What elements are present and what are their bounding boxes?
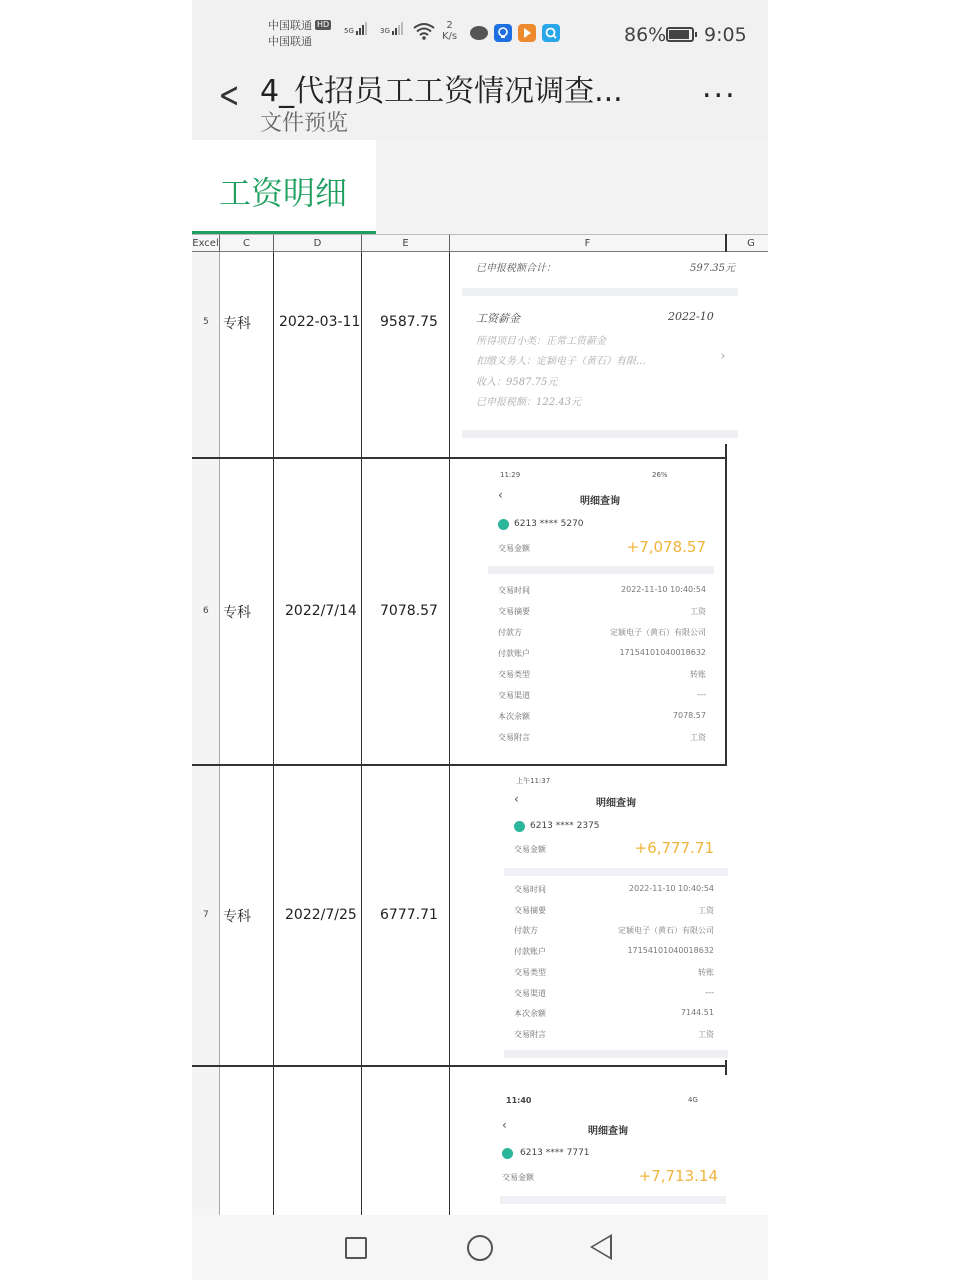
tax-subcategory: 所得项目小类：正常工资薪金	[476, 336, 606, 347]
amount-label: 交易金额	[514, 845, 546, 854]
field-label: 付款账户	[498, 649, 530, 658]
embedded-back-icon: ‹	[498, 488, 503, 502]
tax-withholder: 扣缴义务人：定颖电子（黄石）有限…	[476, 356, 646, 367]
field-value: 定颖电子（黄石）有限公司	[610, 628, 706, 637]
row-divider	[192, 764, 727, 766]
file-title: 4_代招员工工资情况调查...	[260, 74, 623, 109]
file-subtitle: 文件预览	[260, 111, 349, 136]
field-value: 工资	[690, 733, 706, 742]
status-bar	[192, 0, 768, 60]
embedded-status-time: 11:29	[500, 471, 521, 479]
video-app-icon	[518, 24, 536, 42]
carrier-1: 中国联通	[268, 19, 312, 32]
signal-2-label: 3G	[380, 27, 390, 35]
embedded-status-time: 11:40	[506, 1096, 532, 1105]
column-f-border	[725, 457, 727, 765]
net-speed-value: 2	[446, 20, 453, 31]
row-number-column	[192, 252, 220, 1222]
field-value: 2022-11-10 10:40:54	[621, 585, 706, 594]
cell-amount[interactable]: 6777.71	[380, 907, 438, 923]
system-nav-bar	[192, 1215, 768, 1280]
embedded-status-network: 4G	[688, 1096, 698, 1104]
field-label: 交易类型	[498, 670, 530, 679]
field-value: 工资	[698, 906, 714, 915]
tab-salary-detail[interactable]	[192, 140, 376, 234]
tab-label: 工资明细	[219, 174, 348, 212]
cell-education[interactable]: 专科	[223, 316, 251, 332]
tax-declared: 已申报税额：122.43元	[476, 397, 581, 408]
field-value: 1715410104001863​2	[619, 648, 706, 657]
card-icon	[498, 519, 509, 530]
tax-total-value: 597.35元	[690, 263, 735, 274]
card-number: 6213 **** 5270	[514, 519, 584, 529]
tax-total-label: 已申报税额合计：	[476, 263, 556, 274]
cell-education[interactable]: 专科	[223, 605, 251, 621]
carrier-2: 中国联通	[268, 35, 312, 48]
chat-icon	[470, 26, 488, 40]
field-value: 工资	[690, 607, 706, 616]
tax-income: 收入：9587.75元	[476, 377, 558, 388]
battery-percent: 86%	[624, 24, 667, 46]
amount-value: +7,713.14	[638, 1167, 718, 1185]
field-label: 本次余额	[498, 712, 530, 721]
cell-amount[interactable]: 9587.75	[380, 314, 438, 330]
field-value: 转账	[698, 968, 714, 977]
battery-icon	[666, 27, 694, 42]
field-label: 付款账户	[514, 947, 546, 956]
field-value: ---	[705, 988, 714, 997]
clock: 9:05	[704, 24, 747, 46]
cell-amount[interactable]: 7078.57	[380, 603, 438, 619]
tax-record-image[interactable]	[454, 254, 748, 444]
column-header-e[interactable]: E	[362, 234, 450, 252]
field-value: 定颖电子（黄石）有限公司	[618, 926, 714, 935]
embedded-back-icon: ‹	[502, 1118, 507, 1132]
tax-item-period: 2022-10	[668, 310, 714, 323]
separator	[504, 1050, 728, 1058]
field-label: 本次余额	[514, 1009, 546, 1018]
amount-value: +6,777.71	[634, 839, 714, 857]
tax-item-title: 工资薪金	[476, 312, 520, 325]
signal-3g-icon	[380, 22, 404, 35]
embedded-page-title: 明细查询	[596, 798, 636, 809]
back-button[interactable]: <	[218, 75, 240, 116]
field-value: 2022-11-10 10:40:54	[629, 884, 714, 893]
column-f-border	[725, 234, 727, 252]
more-options-button[interactable]: ...	[702, 70, 737, 105]
hd-badge: HD	[317, 20, 330, 29]
bank-detail-image[interactable]	[492, 1086, 732, 1220]
bulb-app-icon	[494, 24, 512, 42]
field-label: 交易摘要	[514, 906, 546, 915]
card-icon	[514, 821, 525, 832]
column-c	[220, 252, 274, 1222]
spreadsheet[interactable]	[192, 234, 768, 1219]
field-label: 付款方	[514, 926, 538, 935]
bank-detail-image[interactable]	[502, 768, 734, 1060]
column-header-c[interactable]: C	[220, 234, 274, 252]
field-label: 交易附言	[498, 733, 530, 742]
embedded-status-time: 上午11:37	[516, 777, 551, 785]
field-value: 工资	[698, 1030, 714, 1039]
app-header	[192, 60, 768, 140]
home-button[interactable]	[467, 1235, 493, 1261]
cell-education[interactable]: 专科	[223, 909, 251, 925]
wifi-icon	[413, 22, 435, 45]
separator	[462, 430, 738, 438]
embedded-page-title: 明细查询	[580, 496, 620, 507]
cell-date[interactable]: 2022/7/25	[285, 907, 357, 923]
column-header-corner: Excel	[192, 234, 220, 252]
separator	[462, 288, 738, 296]
field-value: 转账	[690, 670, 706, 679]
field-label: 交易附言	[514, 1030, 546, 1039]
field-value: 7078.57	[672, 711, 706, 720]
cell-date[interactable]: 2022/7/14	[285, 603, 357, 619]
amount-value: +7,078.57	[626, 538, 706, 556]
search-app-icon	[542, 24, 560, 42]
amount-label: 交易金额	[498, 544, 530, 553]
field-value: 17154101040018632	[627, 946, 714, 955]
field-label: 交易时间	[498, 586, 530, 595]
column-header-d[interactable]: D	[274, 234, 362, 252]
carrier-info	[268, 18, 331, 50]
signal-5g-icon	[344, 22, 368, 35]
separator	[504, 868, 728, 876]
embedded-status-battery: 26%	[652, 471, 668, 479]
recent-apps-button[interactable]	[345, 1237, 367, 1259]
column-d	[274, 252, 362, 1222]
row-number: 5	[203, 317, 209, 327]
net-speed	[442, 20, 457, 42]
separator	[500, 1196, 726, 1204]
separator	[488, 566, 714, 574]
back-nav-button[interactable]	[590, 1234, 612, 1260]
bank-detail-image[interactable]	[484, 466, 724, 756]
sheet-tab-bar	[192, 140, 768, 234]
field-label: 交易类型	[514, 968, 546, 977]
row-divider	[192, 1065, 727, 1067]
net-speed-unit: K/s	[442, 31, 458, 42]
card-icon	[502, 1148, 513, 1159]
card-number: 6213 **** 7771	[520, 1148, 590, 1158]
field-label: 交易渠道	[498, 691, 530, 700]
field-label: 交易摘要	[498, 607, 530, 616]
embedded-page-title: 明细查询	[588, 1126, 628, 1137]
column-header-f[interactable]: F	[450, 234, 726, 252]
amount-label: 交易金额	[502, 1173, 534, 1182]
field-label: 付款方	[498, 628, 522, 637]
field-value: 7144.51	[680, 1008, 714, 1017]
field-value: ---	[697, 690, 706, 699]
chevron-right-icon: ›	[720, 348, 726, 364]
phone-screen	[192, 0, 768, 1280]
card-number: 6213 **** 2375	[530, 821, 600, 831]
field-label: 交易渠道	[514, 989, 546, 998]
field-label: 交易时间	[514, 885, 546, 894]
row-number: 7	[203, 910, 209, 920]
row-divider	[192, 457, 727, 459]
column-e	[362, 252, 450, 1222]
row-number: 6	[203, 606, 209, 616]
signal-1-label: 5G	[344, 27, 354, 35]
column-header-g[interactable]: G	[726, 234, 768, 252]
cell-date[interactable]: 2022-03-11	[279, 314, 361, 330]
embedded-back-icon: ‹	[514, 792, 519, 806]
